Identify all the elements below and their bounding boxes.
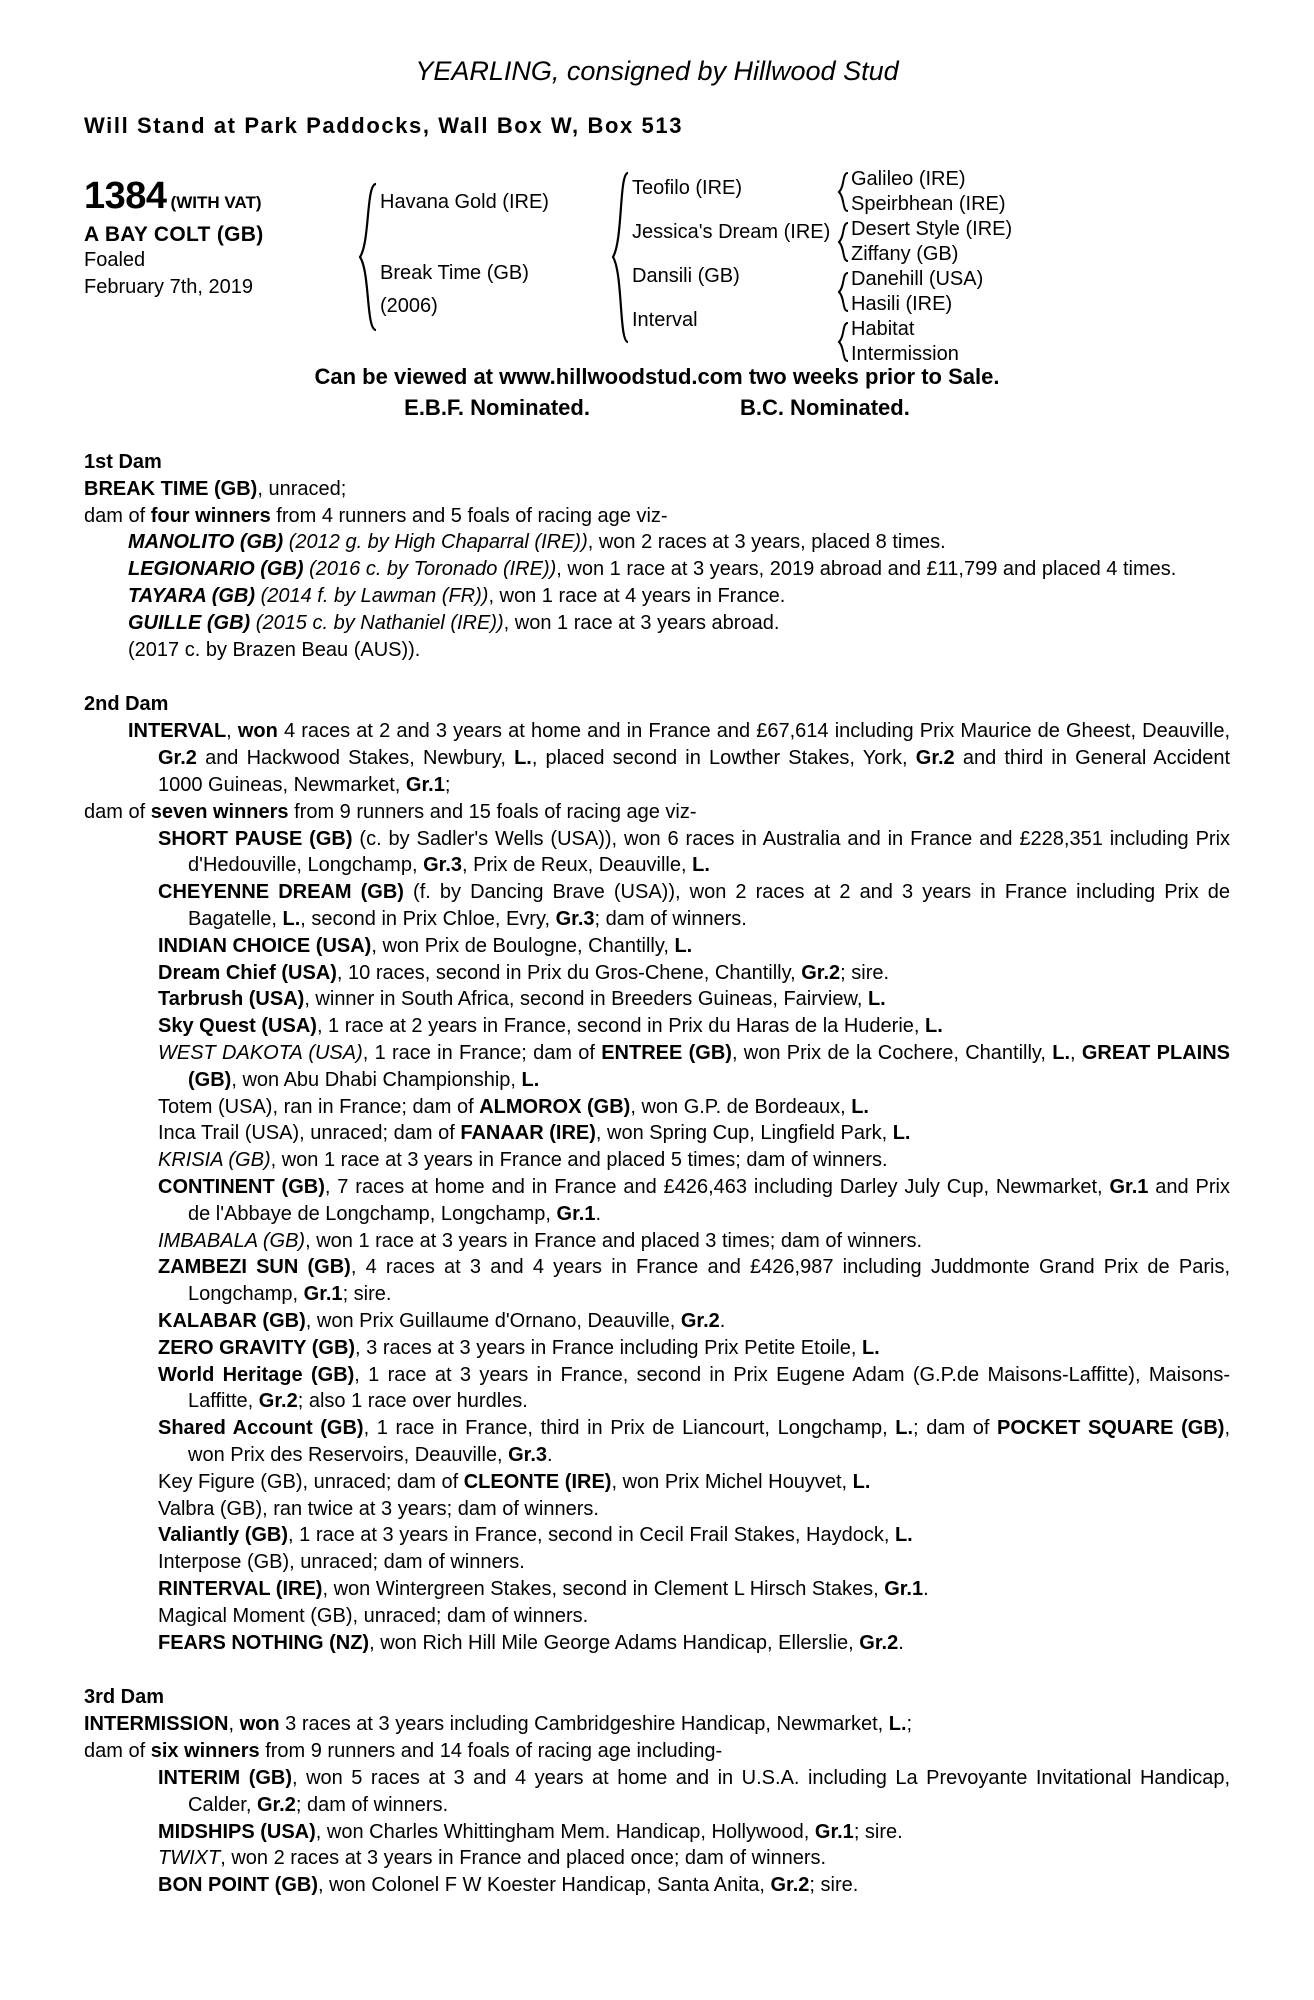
gen3-8: Intermission bbox=[851, 343, 959, 365]
dam2-entry-20: Valiantly (GB), 1 race at 3 years in France, second in Cecil Frail Stakes, Haydock, L. bbox=[158, 1524, 913, 1547]
lot-vat-note: (WITH VAT) bbox=[170, 193, 262, 212]
pedigree-gen1 bbox=[380, 167, 610, 342]
ebf-notice: E.B.F. Nominated. bbox=[404, 394, 590, 420]
gen3-pair-1 bbox=[837, 167, 1067, 217]
dam3-entry-2: MIDSHIPS (USA), won Charles Whittingham Mem. Handicap, Hollywood, Gr.1; sire. bbox=[158, 1820, 903, 1843]
dam2-entry-4: Dream Chief (USA), 10 races, second in Prix du Gros-Chene, Chantilly, Gr.2; sire. bbox=[158, 961, 890, 984]
pedigree-gen2 bbox=[632, 167, 837, 342]
gen3-pair-4 bbox=[837, 317, 1067, 367]
dam2-entry-7: WEST DAKOTA (USA), 1 race in France; dam of ENTREE (GB), won Prix de la Cochere, Chantilly, L., GREAT PLAINS (GB), won Abu Dhabi Championship, L. bbox=[158, 1042, 1231, 1091]
bc-notice: B.C. Nominated. bbox=[739, 394, 910, 420]
dam2-entry-14: KALABAR (GB), won Prix Guillaume d'Ornano, Deauville, Gr.2. bbox=[158, 1310, 726, 1332]
dam1-progeny-2: LEGIONARIO (GB) (2016 c. by Toronado (IRE)), won 1 race at 3 years, 2019 abroad and £11,799 and placed 4 times. bbox=[128, 558, 1177, 581]
sire-dam: Jessica's Dream (IRE) bbox=[632, 221, 831, 244]
dam3-entry-3: TWIXT, won 2 races at 3 years in France and placed once; dam of winners. bbox=[158, 1847, 827, 1870]
gen3-7: Habitat bbox=[851, 318, 915, 340]
brace-level-2 bbox=[610, 170, 632, 345]
gen3-4: Ziffany (GB) bbox=[851, 243, 959, 265]
dam2-entry-13: ZAMBEZI SUN (GB), 4 races at 3 and 4 years in France and £426,987 including Juddmonte Grand Prix de Paris, Longchamp, Gr.1; sire. bbox=[158, 1256, 1230, 1306]
viewing-notice: Can be viewed at www.hillwoodstud.com two weeks prior to Sale. bbox=[314, 364, 1000, 389]
dam2-entry-23: Magical Moment (GB), unraced; dam of winners. bbox=[158, 1604, 589, 1627]
dam-name: Break Time (GB) bbox=[380, 262, 529, 284]
dam2-entry-16: World Heritage (GB), 1 race at 3 years in France, second in Prix Eugene Adam (G.P.de Maisons-Laffitte), Maisons-Laffitte, Gr.2; also 1 race over hurdles. bbox=[158, 1363, 1230, 1413]
gen3-6: Hasili (IRE) bbox=[851, 293, 953, 315]
dam1-dam-of: dam of four winners from 4 runners and 5 foals of racing age viz- bbox=[84, 504, 668, 527]
gen3-1: Galileo (IRE) bbox=[851, 168, 966, 190]
dam2-entry-6: Sky Quest (USA), 1 race at 2 years in France, second in Prix du Haras de la Huderie, L. bbox=[158, 1015, 943, 1038]
foaled-date: February 7th, 2019 bbox=[84, 275, 253, 298]
dam3-intro: INTERMISSION, won 3 races at 3 years including Cambridgeshire Handicap, Newmarket, L.; bbox=[84, 1713, 913, 1736]
dam3-entry-4: BON POINT (GB), won Colonel F W Koester Handicap, Santa Anita, Gr.2; sire. bbox=[158, 1874, 859, 1897]
sire-name: Havana Gold (IRE) bbox=[380, 191, 549, 213]
dam2-entry-24: FEARS NOTHING (NZ), won Rich Hill Mile George Adams Handicap, Ellerslie, Gr.2. bbox=[158, 1631, 904, 1654]
dam1-progeny-1: MANOLITO (GB) (2012 g. by High Chaparral (IRE)), won 2 races at 3 years, placed 8 times. bbox=[128, 531, 946, 554]
gen3-5: Danehill (USA) bbox=[851, 268, 984, 290]
dam2-entry-5: Tarbrush (USA), winner in South Africa, second in Breeders Guineas, Fairview, L. bbox=[158, 988, 886, 1011]
dam2-entry-19: Valbra (GB), ran twice at 3 years; dam of winners. bbox=[158, 1497, 599, 1520]
dam2-intro: INTERVAL, won 4 races at 2 and 3 years at home and in France and £67,614 including Prix Maurice de Gheest, Deauville, Gr.2 and Hackwood Stakes, Newbury, L., placed second in Lowther Stakes, York, Gr.2 and third in General Accident 1000 Guineas, Newmarket, Gr.1; bbox=[128, 720, 1231, 797]
dam2-entry-18: Key Figure (GB), unraced; dam of CLEONTE (IRE), won Prix Michel Houyvet, L. bbox=[158, 1470, 871, 1493]
dam1-progeny-4: GUILLE (GB) (2015 c. by Nathaniel (IRE)), won 1 race at 3 years abroad. bbox=[128, 611, 780, 634]
dam-year: (2006) bbox=[380, 295, 438, 317]
dam3-dam-of: dam of six winners from 9 runners and 14 foals of racing age including- bbox=[84, 1740, 723, 1763]
lot-info bbox=[84, 167, 356, 301]
dam-sire: Dansili (GB) bbox=[632, 264, 740, 287]
dam3-entry-1: INTERIM (GB), won 5 races at 3 and 4 years at home and in U.S.A. including La Prevoyante Invitational Handicap, Calder, Gr.2; dam of winners. bbox=[158, 1766, 1230, 1816]
gen3-pair-3 bbox=[837, 267, 1067, 317]
sire-sire: Teofilo (IRE) bbox=[632, 177, 743, 200]
dam2-entry-15: ZERO GRAVITY (GB), 3 races at 3 years in France including Prix Petite Etoile, L. bbox=[158, 1336, 880, 1359]
dam2-entry-11: CONTINENT (GB), 7 races at home and in France and £426,463 including Darley July Cup, Newmarket, Gr.1 and Prix de l'Abbaye de Longchamp, Longchamp, Gr.1. bbox=[158, 1176, 1230, 1225]
gen3-pair-2 bbox=[837, 217, 1067, 267]
brace-level-1 bbox=[356, 182, 380, 332]
dam2-entry-8: Totem (USA), ran in France; dam of ALMOROX (GB), won G.P. de Bordeaux, L. bbox=[158, 1095, 869, 1118]
section-heading-2nd-dam: 2nd Dam bbox=[84, 693, 169, 716]
dam2-entry-17: Shared Account (GB), 1 race in France, third in Prix de Liancourt, Longchamp, L.; dam of POCKET SQUARE (GB), won Prix des Reservoirs, Deauville, Gr.3. bbox=[158, 1417, 1230, 1466]
section-heading-1st-dam: 1st Dam bbox=[84, 450, 162, 473]
nomination-notices bbox=[84, 395, 1230, 421]
dam-dam: Interval bbox=[632, 308, 698, 331]
pedigree-table bbox=[84, 167, 1230, 365]
lot-number: 1384 bbox=[84, 175, 167, 217]
pedigree-gen3 bbox=[837, 167, 1067, 365]
stand-location-line: Will Stand at Park Paddocks, Wall Box W, Box 513 bbox=[84, 113, 684, 138]
gen3-3: Desert Style (IRE) bbox=[851, 218, 1013, 240]
gen3-2: Speirbhean (IRE) bbox=[851, 193, 1006, 215]
dam2-entry-12: IMBABALA (GB), won 1 race at 3 years in France and placed 3 times; dam of winners. bbox=[158, 1229, 923, 1252]
dam2-entry-22: RINTERVAL (IRE), won Wintergreen Stakes, second in Clement L Hirsch Stakes, Gr.1. bbox=[158, 1577, 929, 1600]
dam2-entry-3: INDIAN CHOICE (USA), won Prix de Boulogne, Chantilly, L. bbox=[158, 934, 693, 957]
dam2-entry-9: Inca Trail (USA), unraced; dam of FANAAR (IRE), won Spring Cup, Lingfield Park, L. bbox=[158, 1122, 911, 1145]
dam2-entry-1: SHORT PAUSE (GB) (c. by Sadler's Wells (USA)), won 6 races in Australia and in France and £228,351 including Prix d'Hedouville, Longchamp, Gr.3, Prix de Reux, Deauville, L. bbox=[158, 827, 1231, 877]
foaled-label: Foaled bbox=[84, 248, 146, 271]
section-heading-3rd-dam: 3rd Dam bbox=[84, 1686, 165, 1709]
dam2-dam-of: dam of seven winners from 9 runners and 15 foals of racing age viz- bbox=[84, 800, 697, 823]
dam1-name-line: BREAK TIME (GB), unraced; bbox=[84, 477, 347, 500]
dam2-entry-2: CHEYENNE DREAM (GB) (f. by Dancing Brave (USA)), won 2 races at 2 and 3 years in France including Prix de Bagatelle, L., second in Prix Chloe, Evry, Gr.3; dam of winners. bbox=[158, 881, 1230, 931]
dam2-entry-21: Interpose (GB), unraced; dam of winners. bbox=[158, 1551, 525, 1574]
page-title: YEARLING, consigned by Hillwood Stud bbox=[415, 56, 899, 86]
dam1-progeny-5: (2017 c. by Brazen Beau (AUS)). bbox=[128, 638, 421, 661]
dam2-entry-10: KRISIA (GB), won 1 race at 3 years in France and placed 5 times; dam of winners. bbox=[158, 1149, 888, 1172]
dam1-progeny-3: TAYARA (GB) (2014 f. by Lawman (FR)), won 1 race at 4 years in France. bbox=[128, 585, 786, 608]
lot-description: A BAY COLT (GB) bbox=[84, 222, 264, 246]
